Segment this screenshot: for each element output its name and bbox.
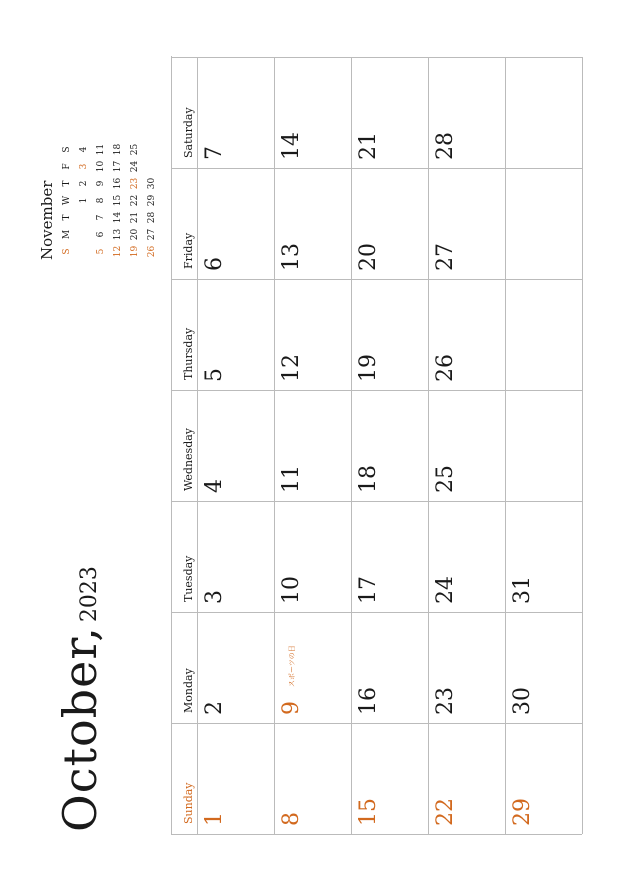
day-number: 7 [202,146,227,160]
mini-day: 21 [130,211,140,224]
day-number: 2 [202,701,227,715]
day-cell[interactable] [198,723,275,834]
mini-day: 8 [96,197,106,204]
day-number: 17 [356,576,381,604]
day-number: 4 [202,479,227,493]
day-number: 20 [356,243,381,271]
day-number: 16 [356,687,381,715]
day-number: 10 [279,576,304,604]
day-number: 1 [202,812,227,826]
day-cell[interactable] [198,612,275,723]
day-number: 26 [433,354,458,382]
mini-day: 22 [130,194,140,207]
mini-day: 11 [96,143,106,156]
weekday-header-saturday: Saturday [172,57,198,168]
day-cell[interactable] [275,168,352,279]
day-cell[interactable] [429,168,506,279]
day-cell[interactable] [198,501,275,612]
mini-weekday-letter: S [62,248,72,255]
day-cell [506,57,583,168]
mini-day: 30 [147,177,157,190]
weekday-header-thursday: Thursday [172,279,198,390]
mini-weekday-letter: S [62,146,72,153]
day-cell[interactable] [429,501,506,612]
day-number: 19 [356,354,381,382]
day-cell[interactable] [352,279,429,390]
mini-day: 14 [113,211,123,224]
day-cell[interactable] [506,612,583,723]
day-number: 24 [433,576,458,604]
mini-day: 4 [79,146,89,153]
day-cell[interactable] [275,57,352,168]
day-number: 8 [279,812,304,826]
mini-weekday-letter: M [62,229,72,240]
mini-day: 3 [79,163,89,170]
day-cell[interactable] [352,390,429,501]
mini-weekday-letter: T [62,180,72,187]
mini-day: 10 [96,160,106,173]
mini-day: 15 [113,194,123,207]
day-number: 28 [433,132,458,160]
mini-day: 16 [113,177,123,190]
day-cell[interactable] [352,612,429,723]
day-cell[interactable] [352,723,429,834]
day-cell[interactable] [352,501,429,612]
mini-day: 6 [96,231,106,238]
mini-day: 26 [147,245,157,258]
day-number: 23 [433,687,458,715]
day-cell[interactable] [198,279,275,390]
day-cell [506,390,583,501]
day-cell[interactable] [198,390,275,501]
mini-day: 13 [113,228,123,241]
day-number: 14 [279,132,304,160]
month-name: October, [53,626,107,832]
day-number: 25 [433,465,458,493]
day-number: 6 [202,257,227,271]
mini-day: 12 [113,245,123,258]
month-grid [171,56,582,835]
mini-day: 1 [79,197,89,204]
mini-day: 5 [96,248,106,255]
mini-weekday-letter: F [62,163,72,170]
day-cell[interactable] [275,390,352,501]
day-number: 12 [279,354,304,382]
mini-day: 25 [130,143,140,156]
mini-day: 27 [147,228,157,241]
day-number: 15 [356,798,381,826]
mini-weekday-letter: W [62,195,72,206]
mini-day: 17 [113,160,123,173]
mini-day: 23 [130,177,140,190]
mini-day: 9 [96,180,106,187]
day-number: 22 [433,798,458,826]
mini-calendar-title: November [38,180,56,260]
day-number: 30 [510,687,535,715]
day-number: 27 [433,243,458,271]
day-cell[interactable] [429,723,506,834]
weekday-header-sunday: Sunday [172,723,198,834]
mini-day: 28 [147,211,157,224]
mini-day: 7 [96,214,106,221]
mini-weekday-letter: T [62,214,72,221]
day-cell [506,168,583,279]
day-cell[interactable] [198,168,275,279]
day-number: 5 [202,368,227,382]
mini-day: 29 [147,194,157,207]
weekday-header-monday: Monday [172,612,198,723]
day-cell[interactable] [275,501,352,612]
page-title [53,566,107,832]
mini-day: 18 [113,143,123,156]
day-number: 13 [279,243,304,271]
day-cell[interactable] [275,723,352,834]
day-number: 21 [356,132,381,160]
year-label: 2023 [77,566,102,623]
weekday-header-wednesday: Wednesday [172,390,198,501]
day-number: 9 [279,701,304,715]
holiday-label: スポーツの日 [288,645,296,687]
mini-day: 19 [130,245,140,258]
day-cell[interactable] [352,57,429,168]
day-cell[interactable] [275,279,352,390]
day-number: 29 [510,798,535,826]
day-cell[interactable] [429,612,506,723]
weekday-header-tuesday: Tuesday [172,501,198,612]
day-number: 11 [279,465,304,493]
day-cell[interactable] [429,57,506,168]
day-cell[interactable] [429,390,506,501]
mini-day: 2 [79,180,89,187]
day-number: 18 [356,465,381,493]
day-cell[interactable] [275,612,352,723]
day-cell[interactable] [352,168,429,279]
mini-day: 20 [130,228,140,241]
day-number: 3 [202,590,227,604]
mini-day: 24 [130,160,140,173]
day-cell[interactable] [506,501,583,612]
day-cell[interactable] [506,723,583,834]
day-number: 31 [510,576,535,604]
day-cell[interactable] [429,279,506,390]
day-cell[interactable] [198,57,275,168]
day-cell [506,279,583,390]
weekday-header-friday: Friday [172,168,198,279]
